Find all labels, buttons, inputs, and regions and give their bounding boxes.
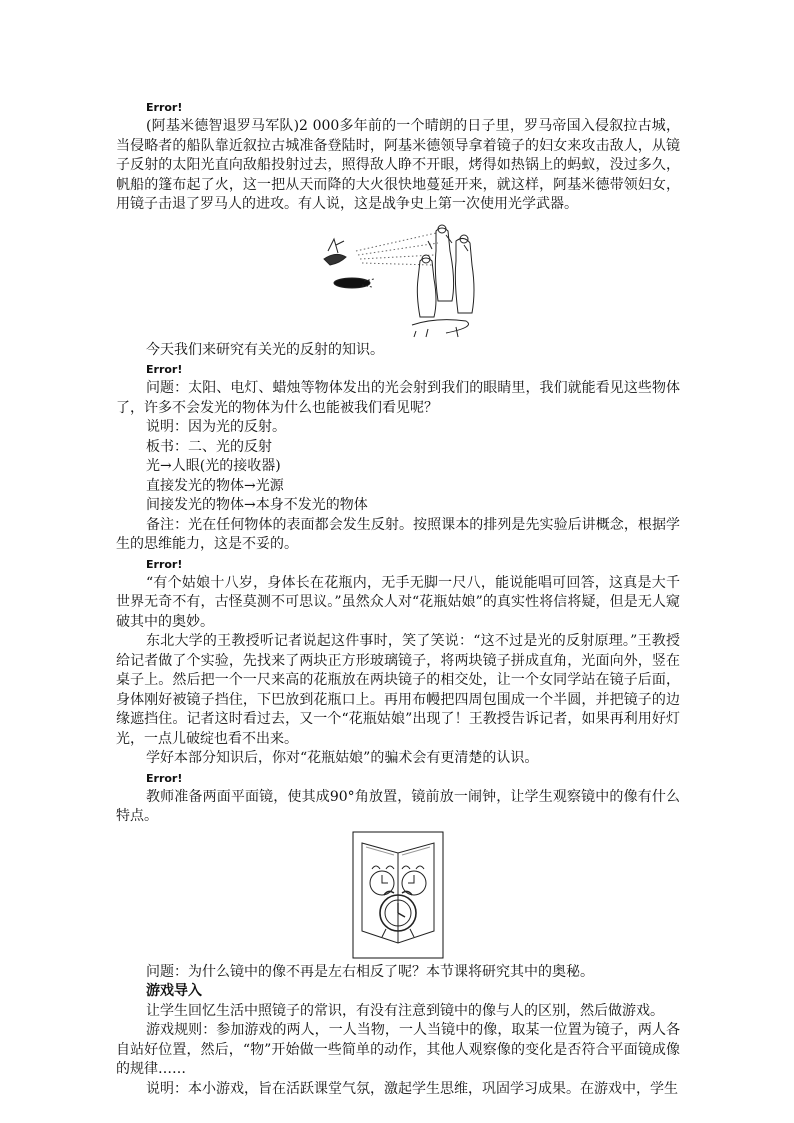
final-paragraph: 说明：本小游戏，旨在活跃课堂气氛，激起学生思维，巩固学习成果。在游戏中，学生	[146, 1080, 678, 1097]
mirror-clock-drawing	[352, 831, 444, 959]
teacher-paragraph: 教师准备两面平面镜，使其成90°角放置，镜前放一闹钟，让学生观察镜中的像有什么特点。	[116, 788, 680, 824]
question2-paragraph: 问题：为什么镜中的像不再是左右相反了呢？本节课将研究其中的奥秘。	[146, 963, 594, 980]
question-paragraph: 问题：太阳、电灯、蜡烛等物体发出的光会射到我们的眼睛里，我们就能看见这些物体了，许多不会发光的物体为什么也能被我们看见呢？	[116, 380, 680, 416]
mirror-clock-illustration	[116, 831, 680, 959]
board-line-eye: 光→人眼(光的接收器)	[146, 458, 281, 474]
today-paragraph: 今天我们来研究有关光的反射的知识。	[146, 341, 384, 358]
rules-paragraph: 游戏规则：参加游戏的两人，一人当物，一人当镜中的像，取某一位置为镜子，两人各自站好位置，然后，“物”开始做一些简单的动作，其他人观察像的变化是否符合平面镜成像的规律……	[116, 1022, 680, 1077]
error-marker: Error!	[146, 101, 183, 114]
board-line-indirect: 间接发光的物体→本身不发光的物体	[146, 497, 368, 513]
archimedes-mirror-drawing	[316, 221, 486, 339]
recall-paragraph: 让学生回忆生活中照镜子的常识，有没有注意到镜中的像与人的区别，然后做游戏。	[146, 1002, 664, 1019]
error-marker: Error!	[146, 771, 183, 785]
professor-paragraph: 东北大学的王教授听记者说起这件事时，笑了笑说：“这不过是光的反射原理。”王教授给记者做了个实验，先找来了两块正方形玻璃镜子，将两块镜子拼成直角，光面向外，竖在桌子上。然后把一个一尺来高的花瓶放在两块镜子的相交处，让一个女同学站在镜子后面，身体刚好被镜子挡住，下巴放到花瓶口上。再用布幔把四周包围成一个半圆，并把镜子的边缘遮挡住。记者这时看过去，又一个“花瓶姑娘”出现了！王教授告诉记者，如果再利用好灯光，一点儿破绽也看不出来。	[116, 633, 680, 747]
explain-paragraph: 说明：因为光的反射。	[146, 419, 286, 435]
girl-paragraph: “有个姑娘十八岁，身体长在花瓶内，无手无脚一尺八，能说能唱可回答，这真是大千世界无奇不有，古怪莫测不可思议。”虽然众人对“花瓶姑娘”的真实性将信将疑，但是无人窥破其中的奥妙。	[116, 574, 680, 630]
error-marker: Error!	[146, 363, 183, 376]
archimedes-illustration	[116, 221, 680, 339]
learn-paragraph: 学好本部分知识后，你对“花瓶姑娘”的骗术会有更清楚的认识。	[146, 750, 539, 766]
document-body	[116, 98, 680, 1099]
board-paragraph: 板书：二、光的反射	[146, 438, 272, 455]
note-paragraph: 备注：光在任何物体的表面都会发生反射。按照课本的排列是先实验后讲概念，根据学生的思维能力，这是不妥的。	[116, 516, 680, 552]
story-paragraph: (阿基米德智退罗马军队)2 000多年前的一个晴朗的日子里，罗马帝国入侵叙拉古城，当侵略者的船队靠近叙拉古城准备登陆时，阿基米德领导拿着镜子的妇女来攻击敌人，从镜子反射的太阳光直向敌船投射过去，照得敌人睁不开眼，烤得如热锅上的蚂蚁，没过多久，帆船的篷布起了火，这一把从天而降的大火很快地蔓延开来，就这样，阿基米德带领妇女，用镜子击退了罗马人的进攻。有人说，这是战争史上第一次使用光学武器。	[116, 118, 680, 212]
board-line-direct: 直接发光的物体→光源	[146, 477, 284, 494]
error-marker: Error!	[146, 557, 183, 571]
game-heading: 游戏导入	[146, 983, 202, 999]
